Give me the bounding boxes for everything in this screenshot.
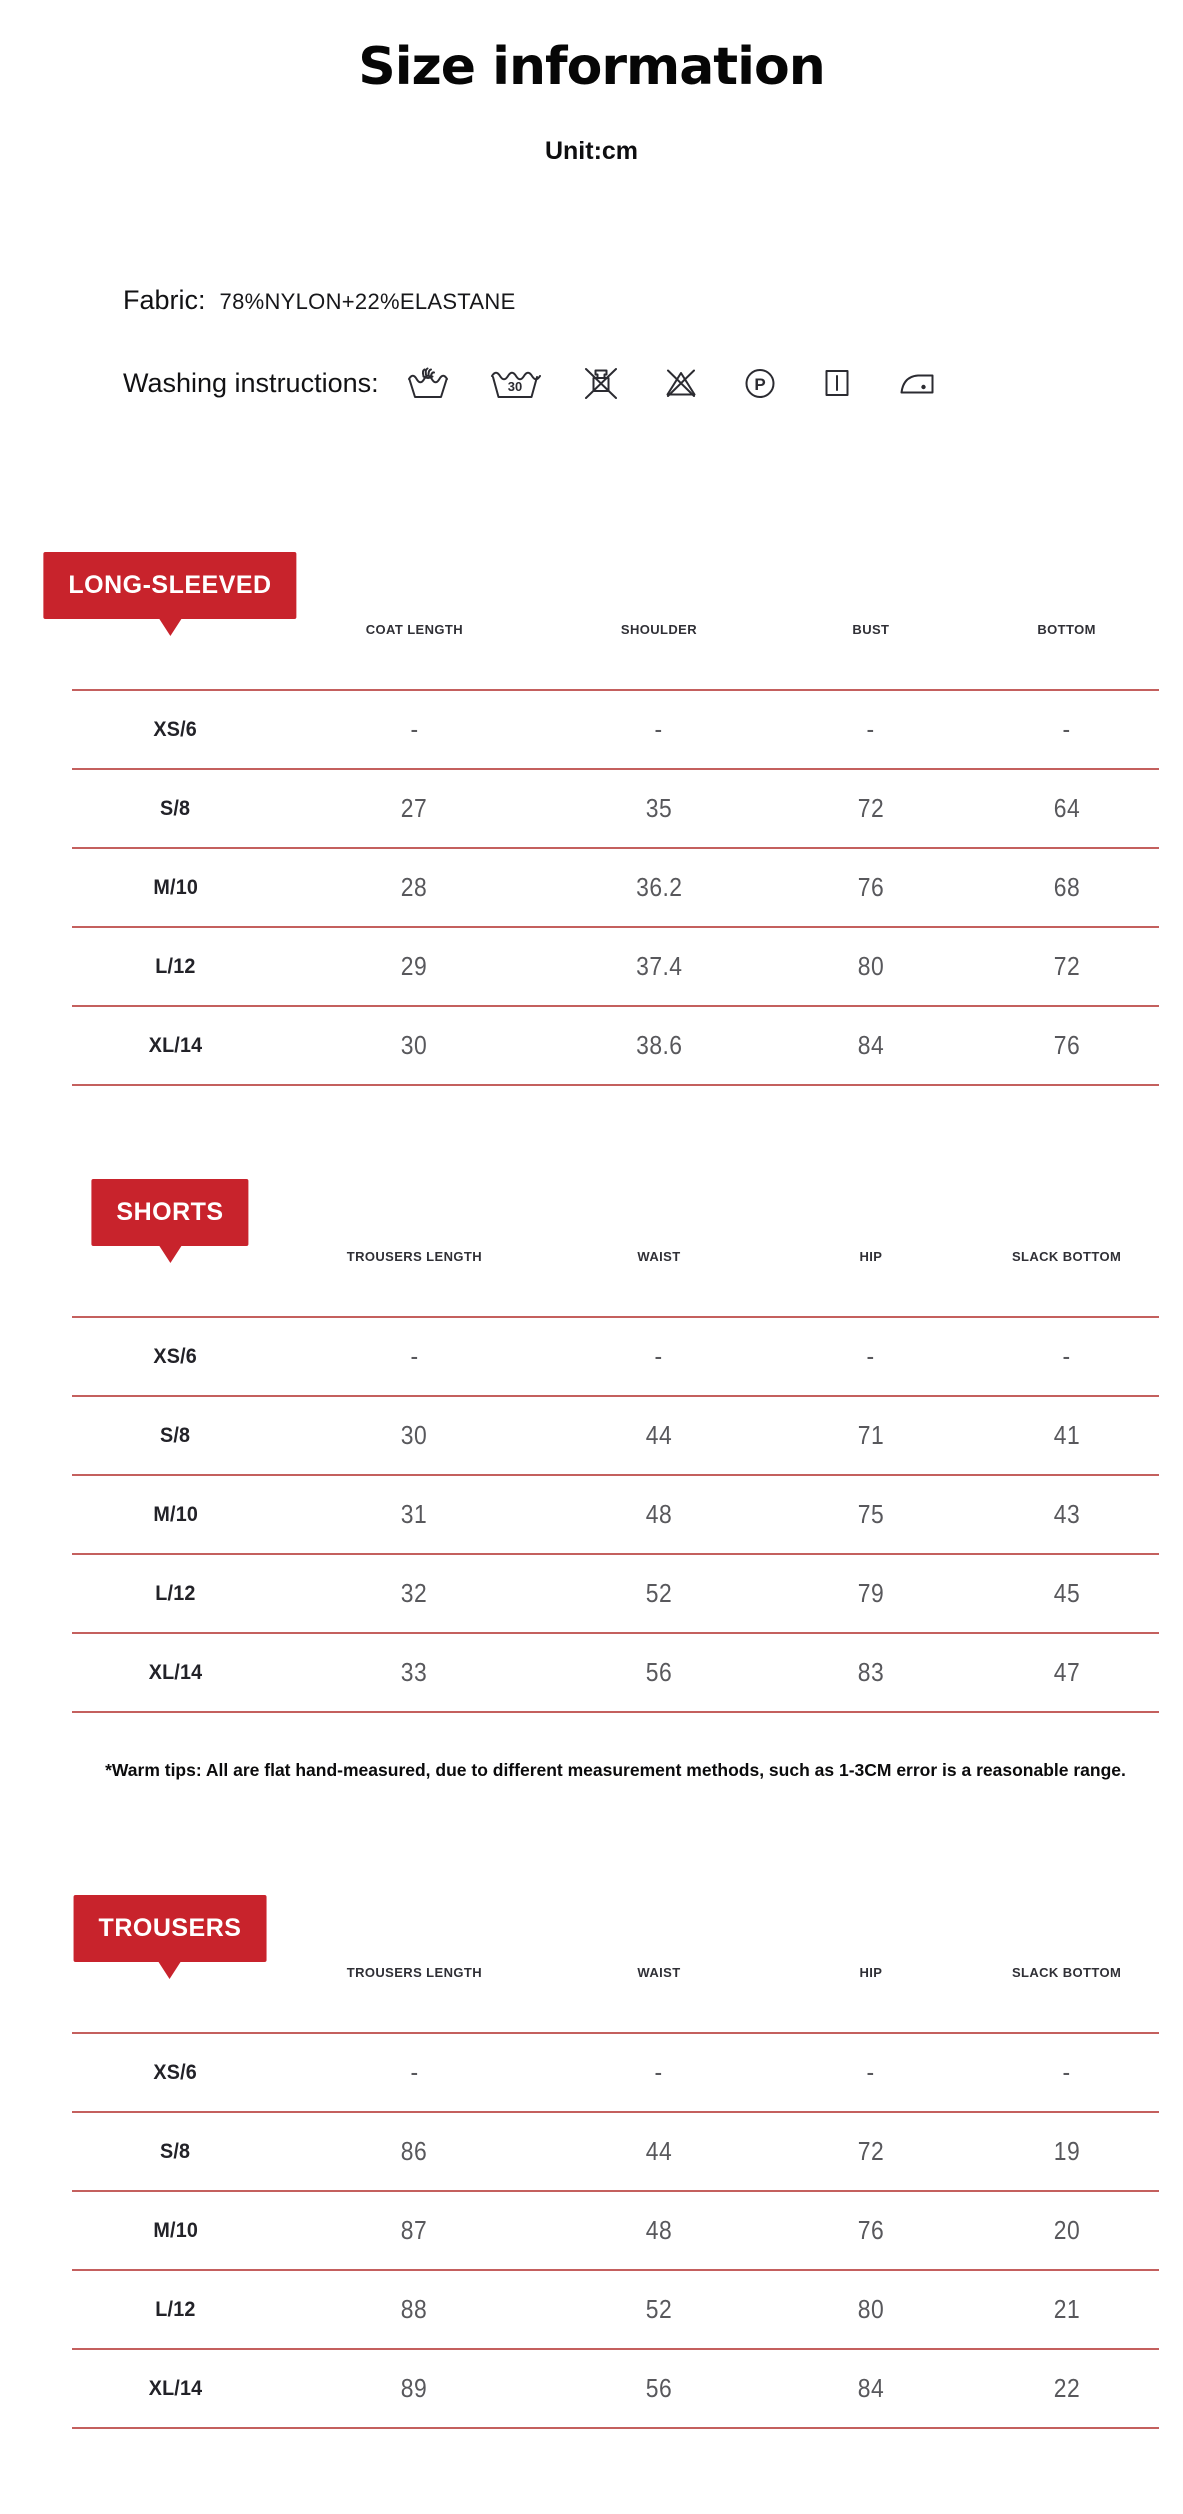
size-value: 80: [857, 951, 885, 981]
long-sleeved-table: [72, 552, 1159, 1086]
size-value: 19: [1053, 2136, 1080, 2166]
size-value: 56: [645, 1657, 673, 1687]
size-value: 32: [401, 1578, 428, 1608]
column-header: SHOULDER: [620, 622, 698, 637]
iron-one-dot-icon: [895, 363, 939, 403]
size-value: -: [410, 2057, 419, 2087]
size-badge-shorts: SHORTS: [91, 1179, 248, 1246]
size-value: -: [866, 1341, 875, 1371]
size-value: 72: [857, 2136, 885, 2166]
size-value: 38.6: [635, 1030, 683, 1060]
svg-text:30: 30: [507, 379, 522, 394]
size-value: -: [654, 1341, 663, 1371]
column-header: SLACK BOTTOM: [1011, 1965, 1122, 1980]
size-value: 86: [401, 2136, 428, 2166]
table-row: [72, 2270, 1159, 2349]
shorts-section: [0, 1179, 1183, 1713]
no-chlorine-bleach-icon: [581, 363, 621, 403]
size-value: 56: [645, 2373, 673, 2403]
size-value: 80: [857, 2294, 885, 2324]
table-row: [72, 2349, 1159, 2428]
size-value: -: [410, 714, 419, 744]
size-value: -: [1062, 2057, 1071, 2087]
size-value: 72: [1053, 951, 1080, 981]
washing-instructions-label: Washing instructions:: [123, 367, 379, 398]
size-value: 72: [857, 793, 885, 823]
size-badge-long-sleeved: LONG-SLEEVED: [43, 552, 296, 619]
size-value: 47: [1053, 1657, 1080, 1687]
size-value: 30: [401, 1420, 428, 1450]
do-not-bleach-icon: [661, 363, 701, 403]
table-row: [72, 1475, 1159, 1554]
column-header: WAIST: [637, 1965, 681, 1980]
column-header: WAIST: [637, 1249, 681, 1264]
warm-tips: *Warm tips: All are flat hand-measured, due to different measurement methods, such as 1-3CM error is a reasonable range.: [105, 1760, 1126, 1780]
table-row: [72, 1633, 1159, 1712]
size-value: 76: [857, 872, 885, 902]
size-label: L/12: [155, 1581, 196, 1605]
column-header: COAT LENGTH: [365, 622, 464, 637]
table-row: [72, 1396, 1159, 1475]
long-sleeved-section: [0, 552, 1183, 1086]
size-value: 29: [401, 951, 428, 981]
machine-wash-30-icon: [489, 363, 541, 403]
fabric-row: [123, 285, 1183, 319]
size-label: L/12: [155, 954, 196, 978]
size-value: 43: [1053, 1499, 1080, 1529]
size-value: -: [1062, 1341, 1071, 1371]
drip-dry-icon: [819, 363, 855, 403]
size-label: XL/14: [148, 1033, 203, 1057]
size-value: -: [1062, 714, 1071, 744]
size-label: M/10: [152, 1502, 198, 1526]
size-value: 30: [401, 1030, 428, 1060]
size-value: 41: [1053, 1420, 1080, 1450]
table-row: [72, 1006, 1159, 1085]
size-value: 83: [857, 1657, 885, 1687]
size-label: S/8: [160, 2139, 191, 2163]
size-value: 52: [645, 1578, 673, 1608]
fabric-value: 78%NYLON+22%ELASTANE: [219, 289, 516, 314]
size-value: -: [410, 1341, 419, 1371]
size-value: 22: [1053, 2373, 1080, 2403]
size-label: L/12: [155, 2297, 196, 2321]
dry-clean-p-icon: [741, 363, 779, 403]
column-header: HIP: [859, 1249, 883, 1264]
column-header: BUST: [852, 622, 890, 637]
table-row: [72, 927, 1159, 1006]
size-value: 88: [401, 2294, 428, 2324]
size-value: 36.2: [635, 872, 683, 902]
size-label: XS/6: [153, 1344, 198, 1368]
size-value: 20: [1053, 2215, 1080, 2245]
size-value: -: [866, 714, 875, 744]
size-label: XL/14: [148, 2376, 203, 2400]
table-row: [72, 1554, 1159, 1633]
washing-icon-strip: [405, 363, 939, 403]
size-value: 33: [401, 1657, 428, 1687]
size-value: 21: [1053, 2294, 1080, 2324]
size-value: 76: [857, 2215, 885, 2245]
hand-wash-icon: [405, 363, 449, 403]
size-value: 44: [645, 2136, 673, 2166]
shorts-table: [72, 1179, 1159, 1713]
size-value: 75: [857, 1499, 885, 1529]
size-value: 27: [401, 793, 428, 823]
size-value: 35: [645, 793, 673, 823]
size-value: -: [866, 2057, 875, 2087]
table-row: [72, 2191, 1159, 2270]
washing-instructions-row: [123, 359, 1183, 407]
size-value: 48: [645, 1499, 673, 1529]
size-value: 64: [1053, 793, 1080, 823]
fabric-label: Fabric:: [123, 285, 206, 315]
size-value: 76: [1053, 1030, 1080, 1060]
size-label: M/10: [152, 875, 198, 899]
table-row: [72, 2033, 1159, 2112]
size-value: 87: [401, 2215, 428, 2245]
size-value: 31: [401, 1499, 428, 1529]
size-value: 68: [1053, 872, 1080, 902]
size-label: S/8: [160, 796, 191, 820]
size-label: S/8: [160, 1423, 191, 1447]
size-label: XL/14: [148, 1660, 203, 1684]
size-label: M/10: [152, 2218, 198, 2242]
size-value: -: [654, 714, 663, 744]
table-row: [72, 1317, 1159, 1396]
size-value: 71: [857, 1420, 885, 1450]
size-value: 44: [645, 1420, 673, 1450]
column-header: SLACK BOTTOM: [1011, 1249, 1122, 1264]
size-value: 84: [857, 2373, 885, 2403]
size-label: XS/6: [153, 717, 198, 741]
column-header: HIP: [859, 1965, 883, 1980]
table-row: [72, 848, 1159, 927]
size-value: 48: [645, 2215, 673, 2245]
size-value: 84: [857, 1030, 885, 1060]
size-value: 45: [1053, 1578, 1080, 1608]
column-header: TROUSERS LENGTH: [346, 1249, 483, 1264]
table-row: [72, 690, 1159, 769]
size-value: 28: [401, 872, 428, 902]
table-row: [72, 2112, 1159, 2191]
size-value: -: [654, 2057, 663, 2087]
size-value: 37.4: [635, 951, 683, 981]
unit-label: Unit:cm: [544, 137, 639, 165]
page-title: Size information: [358, 37, 825, 97]
svg-text:P: P: [753, 375, 766, 394]
size-label: XS/6: [153, 2060, 198, 2084]
column-header: TROUSERS LENGTH: [346, 1965, 483, 1980]
trousers-section: [0, 1895, 1183, 2429]
size-value: 89: [401, 2373, 428, 2403]
table-row: [72, 769, 1159, 848]
trousers-table: [72, 1895, 1159, 2429]
size-value: 79: [857, 1578, 885, 1608]
size-value: 52: [645, 2294, 673, 2324]
size-badge-trousers: TROUSERS: [74, 1895, 267, 1962]
column-header: BOTTOM: [1037, 622, 1096, 637]
